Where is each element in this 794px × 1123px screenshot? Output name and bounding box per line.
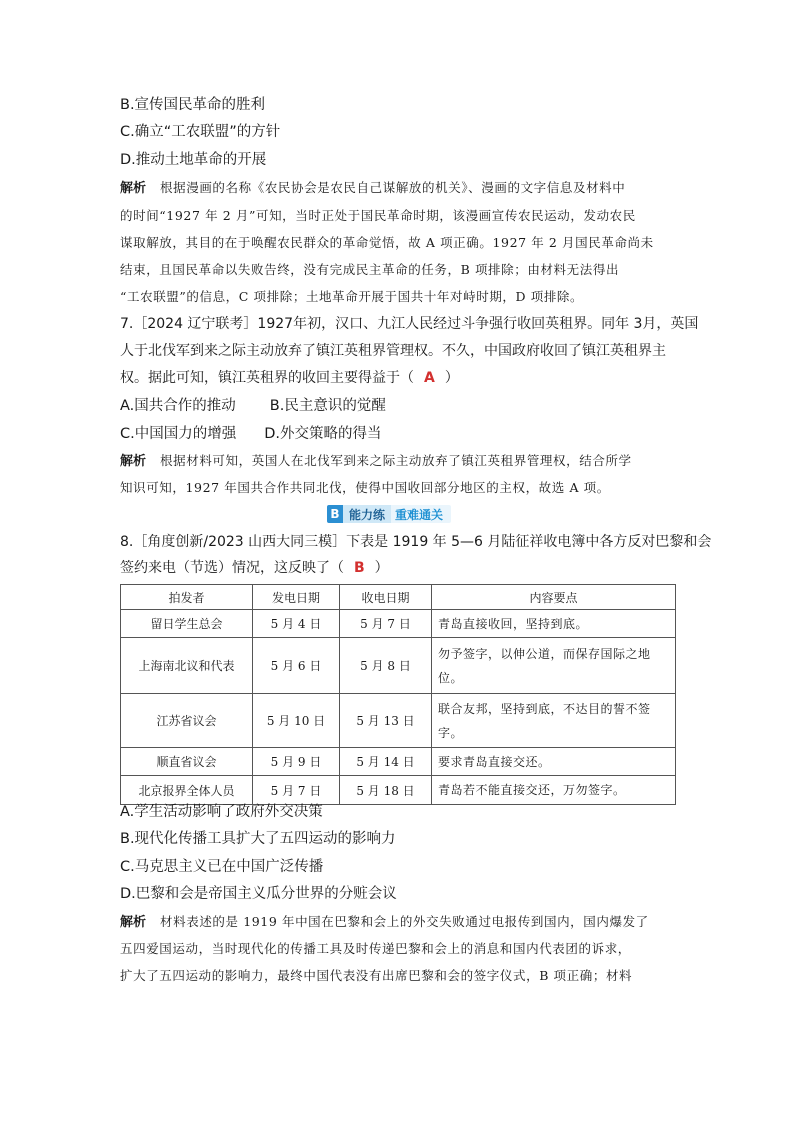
q6-solution-line-3: 谋取解放，其目的在于唤醒农民群众的革命觉悟，故 A 项正确。1927 年 2 月国民革命尚未 [120, 235, 654, 250]
telegram-table [120, 584, 676, 805]
q6-option-b: B.宣传国民革命的胜利 [120, 97, 266, 113]
section-banner [327, 505, 451, 523]
column-header-sent-date: 发电日期 [253, 585, 340, 610]
cell-content: 要求青岛直接交还。 [432, 748, 676, 776]
q7-stem-line-2: 人于北伐军到来之际主动放弃了镇江英租界管理权。不久，中国政府收回了镇江英租界主 [120, 343, 666, 359]
section-title: 能力练 [343, 505, 391, 523]
q8-answer: B [354, 560, 365, 576]
q6-option-d: D.推动土地革命的开展 [120, 152, 267, 168]
q7-stem-line-1: 7.［2024 辽宁联考］1927年初，汉口、九江人民经过斗争强行收回英租界。同年 3月，英国 [120, 316, 699, 332]
q8-solution-line-3: 扩大了五四运动的影响力，最终中国代表没有出席巴黎和会的签字仪式，B 项正确；材料 [120, 968, 633, 983]
cell-sender: 江苏省议会 [121, 694, 253, 748]
q8-option-d: D.巴黎和会是帝国主义瓜分世界的分赃会议 [120, 886, 397, 902]
q8-solution-line-2: 五四爱国运动，当时现代化的传播工具及时传递巴黎和会上的消息和国内代表团的诉求， [120, 941, 631, 956]
table-row [121, 748, 676, 776]
q7-options-row-1 [120, 396, 386, 416]
q7-options-row-2 [120, 424, 382, 444]
table-header-row [121, 585, 676, 610]
table-row [121, 610, 676, 638]
q6-solution-line-4: 结束，且国民革命以失败告终，没有完成民主革命的任务，B 项排除；由材料无法得出 [120, 262, 620, 277]
column-header-received-date: 收电日期 [340, 585, 432, 610]
cell-sent-date: 5 月 7 日 [253, 776, 340, 805]
cell-sent-date: 5 月 10 日 [253, 694, 340, 748]
q7-stem-line-3: 权。据此可知，镇江英租界的收回主要得益于（ A ） [120, 370, 459, 386]
q6-solution-line-1: 解析 根据漫画的名称《农民协会是农民自己谋解放的机关》、漫画的文字信息及材料中 [120, 180, 626, 196]
section-subtitle: 重难通关 [391, 505, 451, 523]
solution-label: 解析 [120, 915, 147, 930]
column-header-content: 内容要点 [432, 585, 676, 610]
q7-option-c: C.中国国力的增强 [120, 426, 237, 442]
cell-received-date: 5 月 14 日 [340, 748, 432, 776]
cell-sender: 顺直省议会 [121, 748, 253, 776]
q6-solution-line-5: “工农联盟”的信息，C 项排除；土地革命开展于国共十年对峙时期，D 项排除。 [120, 289, 584, 304]
table-row [121, 638, 676, 694]
solution-label: 解析 [120, 454, 147, 469]
q7-solution-line-2: 知识可知，1927 年国共合作共同北伐，使得中国收回部分地区的主权，故选 A 项。 [120, 480, 610, 495]
cell-sender: 北京报界全体人员 [121, 776, 253, 805]
q8-stem-line-1: 8.［角度创新/2023 山西大同三模］下表是 1919 年 5—6 月陆征祥收电簿中各方反对巴黎和会 [120, 534, 712, 550]
q8-option-b: B.现代化传播工具扩大了五四运动的影响力 [120, 831, 396, 847]
q7-option-a: A.国共合作的推动 [120, 398, 236, 414]
cell-sent-date: 5 月 6 日 [253, 638, 340, 694]
cell-received-date: 5 月 8 日 [340, 638, 432, 694]
cell-content: 青岛直接收回，坚持到底。 [432, 610, 676, 638]
cell-sent-date: 5 月 4 日 [253, 610, 340, 638]
column-header-sender: 拍发者 [121, 585, 253, 610]
q7-answer: A [424, 370, 435, 386]
cell-content: 联合友邦，坚持到底，不达目的誓不签字。 [432, 694, 676, 748]
q7-option-b: B.民主意识的觉醒 [269, 398, 386, 414]
q7-option-d: D.外交策略的得当 [264, 426, 382, 442]
table-row [121, 694, 676, 748]
cell-content: 青岛若不能直接交还，万勿签字。 [432, 776, 676, 805]
section-letter-badge: B [327, 505, 343, 523]
q8-stem-line-2: 签约来电（节选）情况，这反映了（ B ） [120, 560, 389, 576]
q6-solution-line-2: 的时间“1927 年 2 月”可知，当时正处于国民革命时期，该漫画宣传农民运动，发动农民 [120, 208, 636, 223]
q8-option-a: A.学生活动影响了政府外交决策 [120, 804, 323, 820]
q8-option-c: C.马克思主义已在中国广泛传播 [120, 859, 324, 875]
q7-solution-line-1: 解析 根据材料可知，英国人在北伐军到来之际主动放弃了镇江英租界管理权，结合所学 [120, 453, 632, 469]
cell-received-date: 5 月 7 日 [340, 610, 432, 638]
cell-sender: 留日学生总会 [121, 610, 253, 638]
cell-sender: 上海南北议和代表 [121, 638, 253, 694]
cell-content: 勿予签字，以伸公道，而保存国际之地位。 [432, 638, 676, 694]
q6-option-c: C.确立“工农联盟”的方针 [120, 124, 281, 140]
q8-solution-line-1: 解析 材料表述的是 1919 年中国在巴黎和会上的外交失败通过电报传到国内，国内爆发了 [120, 914, 649, 930]
solution-label: 解析 [120, 181, 147, 196]
table-row [121, 776, 676, 805]
cell-received-date: 5 月 18 日 [340, 776, 432, 805]
cell-sent-date: 5 月 9 日 [253, 748, 340, 776]
cell-received-date: 5 月 13 日 [340, 694, 432, 748]
